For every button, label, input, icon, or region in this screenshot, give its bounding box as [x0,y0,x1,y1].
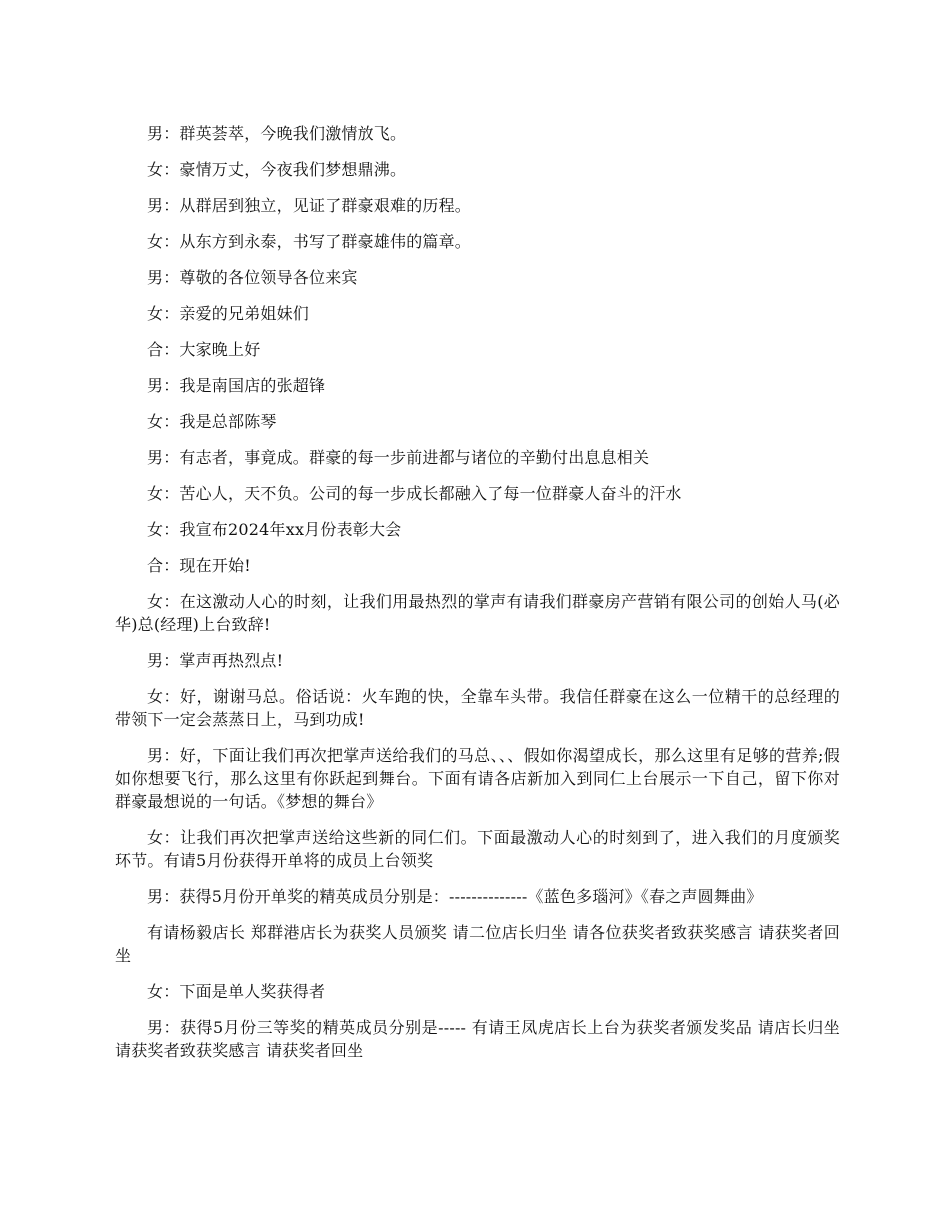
paragraph: 男：尊敬的各位领导各位来宾 [147,268,358,287]
paragraph: 女：让我们再次把掌声送给这些新的同仁们。下面最激动人心的时刻到了，进入我们的月度颁奖环节。有请5月份获得开单将的成员上台领奖 [115,828,840,870]
paragraph: 男：获得5月份三等奖的精英成员分别是----- 有请王凤虎店长上台为获奖者颁发奖品 请店长归坐 请获奖者致获奖感言 请获奖者回坐 [115,1018,840,1060]
paragraph: 男：我是南国店的张超锋 [147,376,326,395]
paragraph: 合：大家晚上好 [147,340,261,359]
paragraph: 男：群英荟萃，今晚我们激情放飞。 [147,124,407,143]
paragraph: 女：豪情万丈，今夜我们梦想鼎沸。 [147,160,407,179]
paragraph: 女：我是总部陈琴 [147,412,277,431]
paragraph: 女：好，谢谢马总。俗话说：火车跑的快，全靠车头带。我信任群豪在这么一位精干的总经理的带领下一定会蒸蒸日上，马到功成! [115,687,840,729]
document-body [115,122,840,1075]
paragraph: 男：获得5月份开单奖的精英成员分别是：--------------《蓝色多瑙河》《春之声圆舞曲》 [147,887,763,906]
paragraph: 女：亲爱的兄弟姐妹们 [147,304,310,323]
paragraph: 男：好，下面让我们再次把掌声送给我们的马总、、、假如你渴望成长，那么这里有足够的营养;假如你想要飞行，那么这里有你跃起到舞台。下面有请各店新加入到同仁上台展示一下自己，留下你对群豪最想说的一句话。《梦想的舞台》 [115,746,840,811]
paragraph: 女：在这激动人心的时刻，让我们用最热烈的掌声有请我们群豪房产营销有限公司的创始人马(必华)总(经理)上台致辞! [115,592,840,634]
paragraph: 合：现在开始! [147,556,251,575]
paragraph: 男：从群居到独立，见证了群豪艰难的历程。 [147,196,472,215]
paragraph: 男：掌声再热烈点! [147,651,284,670]
paragraph: 女：我宣布2024年xx月份表彰大会 [147,520,402,539]
paragraph: 女：苦心人，天不负。公司的每一步成长都融入了每一位群豪人奋斗的汗水 [147,484,682,503]
paragraph: 有请杨毅店长 郑群港店长为获奖人员颁奖 请二位店长归坐 请各位获奖者致获奖感言 请获奖者回坐 [115,923,840,965]
paragraph: 男：有志者，事竟成。群豪的每一步前进都与诸位的辛勤付出息息相关 [147,448,650,467]
paragraph: 女：下面是单人奖获得者 [147,982,326,1001]
paragraph: 女：从东方到永泰，书写了群豪雄伟的篇章。 [147,232,472,251]
